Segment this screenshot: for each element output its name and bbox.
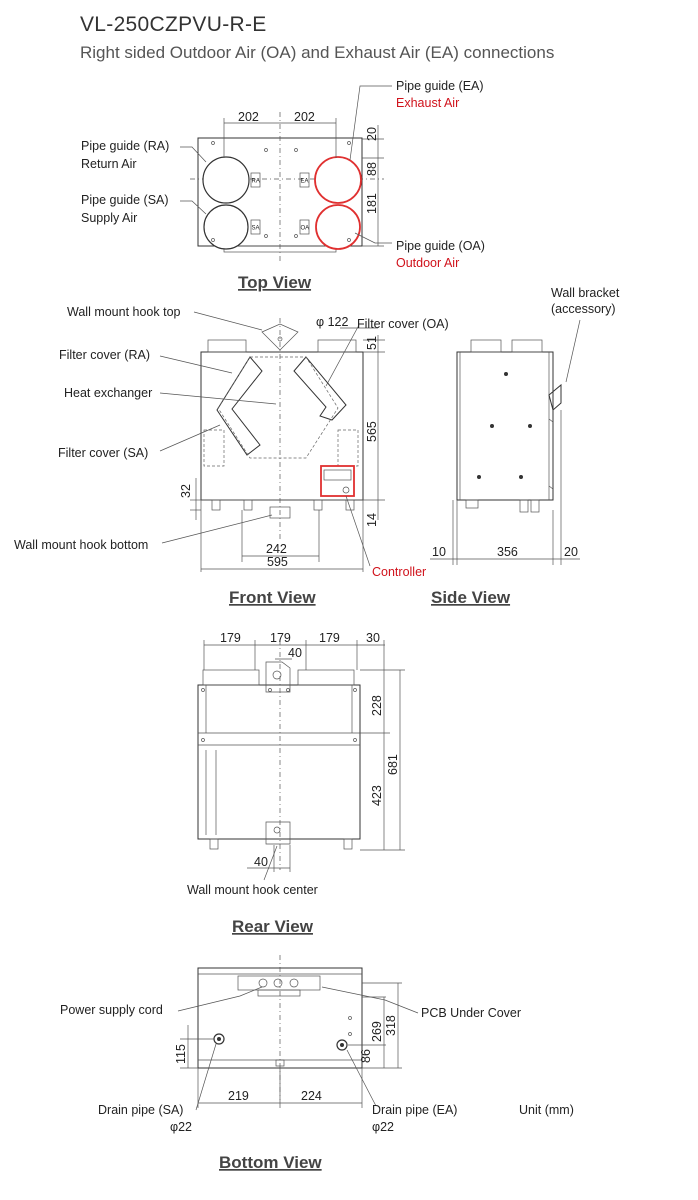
rear-dim-423: 423: [370, 785, 384, 806]
pipe-ra-circle: [203, 157, 249, 203]
pipe-oa-circle: [316, 205, 360, 249]
pipe-ea-circle: [315, 157, 361, 203]
rear-view-body: [198, 685, 360, 839]
bottom-dim-115: 115: [174, 1044, 188, 1064]
label-drain-ea: Drain pipe (EA): [372, 1103, 458, 1117]
rear-dim-179-1: 179: [220, 631, 241, 645]
label-drain-ea-phi: φ22: [372, 1120, 395, 1134]
front-dim-595: 595: [267, 555, 288, 569]
label-pipe-ea: Pipe guide (EA): [396, 79, 484, 93]
top-dim-88: 88: [365, 162, 379, 176]
front-dim-phi122: φ 122: [316, 315, 349, 329]
side-dim-10: 10: [432, 545, 446, 559]
label-accessory: (accessory): [551, 302, 616, 316]
tag-ea: EA: [300, 178, 309, 185]
bottom-dim-318: 318: [384, 1015, 398, 1036]
label-return-air: Return Air: [81, 157, 137, 171]
side-dim-356: 356: [497, 545, 518, 559]
rear-dim-681: 681: [386, 754, 400, 775]
bottom-dim-269: 269: [370, 1021, 384, 1042]
label-heat-exchanger: Heat exchanger: [64, 386, 153, 400]
tag-sa: SA: [251, 225, 260, 232]
top-dim-20: 20: [365, 127, 379, 141]
label-pipe-sa: Pipe guide (SA): [81, 193, 169, 207]
top-dim-202-right: 202: [294, 110, 315, 124]
top-dim-202-left: 202: [238, 110, 259, 124]
controller-box: [321, 466, 354, 496]
front-dim-242: 242: [266, 542, 287, 556]
bottom-dim-219: 219: [228, 1089, 249, 1103]
label-pipe-ra: Pipe guide (RA): [81, 139, 170, 153]
rear-dim-40-top: 40: [288, 646, 302, 660]
side-dim-20: 20: [564, 545, 578, 559]
tag-ra: RA: [251, 178, 260, 185]
label-hook-top: Wall mount hook top: [67, 305, 181, 319]
front-dim-565: 565: [365, 421, 379, 442]
top-dim-181: 181: [365, 193, 379, 214]
pipe-sa-circle: [204, 205, 248, 249]
rear-dim-40-bottom: 40: [254, 855, 268, 869]
label-filter-ra: Filter cover (RA): [59, 348, 150, 362]
label-filter-sa: Filter cover (SA): [58, 446, 149, 460]
label-pcb-cover: PCB Under Cover: [421, 1006, 522, 1020]
rear-dim-30: 30: [366, 631, 380, 645]
label-supply-air: Supply Air: [81, 211, 138, 225]
rear-view-heading: Rear View: [232, 917, 313, 936]
tag-oa: OA: [300, 225, 310, 232]
bottom-view: [60, 955, 574, 1172]
label-drain-sa: Drain pipe (SA): [98, 1103, 184, 1117]
rear-dim-179-3: 179: [319, 631, 340, 645]
front-dim-14: 14: [365, 513, 379, 527]
label-exhaust-air: Exhaust Air: [396, 96, 460, 110]
label-pipe-oa: Pipe guide (OA): [396, 239, 485, 253]
front-view-heading: Front View: [229, 588, 316, 607]
label-drain-sa-phi: φ22: [170, 1120, 193, 1134]
label-outdoor-air: Outdoor Air: [396, 256, 460, 270]
label-power-cord: Power supply cord: [60, 1003, 163, 1017]
bottom-dim-224: 224: [301, 1089, 322, 1103]
page-title: VL-250CZPVU-R-E: [80, 13, 267, 36]
side-view-heading: Side View: [431, 588, 511, 607]
bottom-view-heading: Bottom View: [219, 1153, 322, 1172]
bottom-dim-86: 86: [359, 1049, 373, 1063]
label-unit: Unit (mm): [519, 1103, 574, 1117]
rear-dim-179-2: 179: [270, 631, 291, 645]
label-wall-bracket: Wall bracket: [551, 286, 620, 300]
front-view: [14, 305, 449, 607]
front-dim-51: 51: [365, 336, 379, 350]
label-filter-oa: Filter cover (OA): [357, 317, 449, 331]
label-hook-center: Wall mount hook center: [187, 883, 318, 897]
label-controller: Controller: [372, 565, 427, 579]
side-view: [430, 286, 620, 607]
top-view: [81, 79, 485, 292]
rear-view: [187, 631, 405, 936]
front-dim-32: 32: [179, 484, 193, 498]
page-subtitle: Right sided Outdoor Air (OA) and Exhaust Air (EA) connections: [80, 43, 555, 62]
rear-dim-228: 228: [370, 695, 384, 716]
top-view-heading: Top View: [238, 273, 312, 292]
label-hook-bottom: Wall mount hook bottom: [14, 538, 149, 552]
